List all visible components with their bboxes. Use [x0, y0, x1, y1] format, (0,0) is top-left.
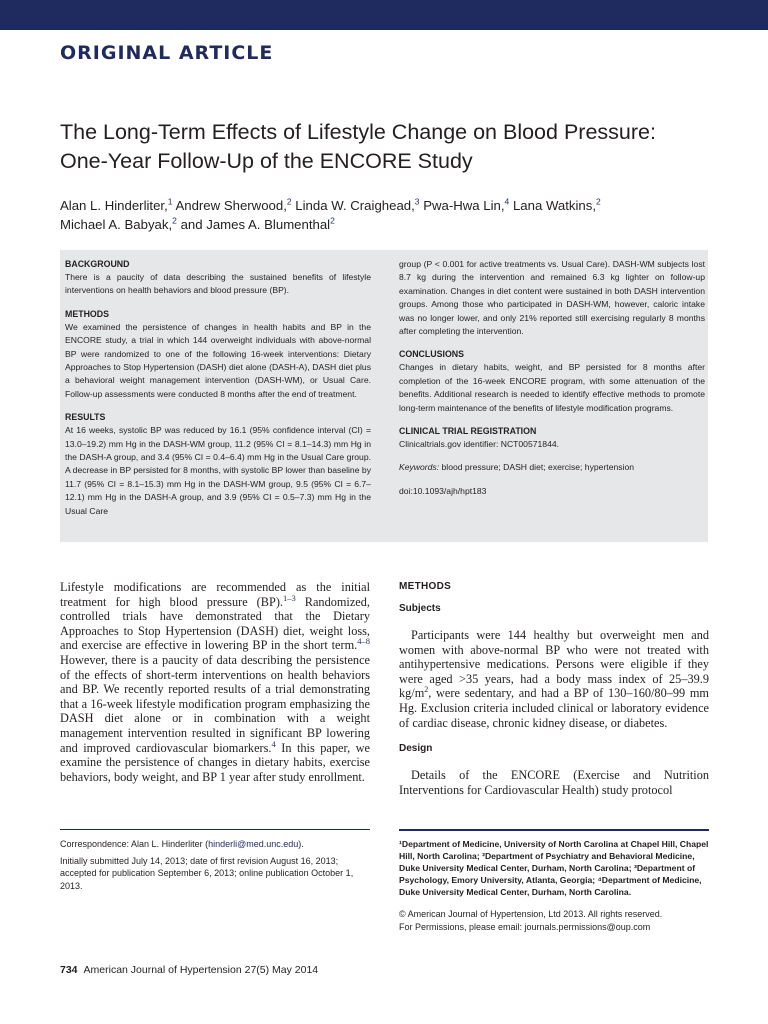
- correspondence: Correspondence: Alan L. Hinderliter (hinderli@med.unc.edu).: [60, 839, 304, 849]
- abstract-background-heading: BACKGROUND: [65, 259, 130, 269]
- footnote-divider-right: [399, 829, 709, 831]
- abstract-box: [60, 250, 708, 542]
- intro-paragraph: Lifestyle modifications are recommended as the initial treatment for high blood pressure (BP).$^{1-3}$ Randomized, controlled trials have demonstrated that the Dietary Approaches to Stop Hypertension (DASH) diet, weight loss, and exercise are effective in lowering BP in the short term.$^{4-8}$ However, there is a paucity of data describing the persistence of the effects of short-term interventions on health behaviors and BP. We recently reported results of a trial demonstrating that a 16-week lifestyle modification program emphasizing the DASH diet alone or in combination with a weight management intervention resulted in significant BP lowering and improved cardiovascular biomarkers.$^4$ In this paper, we examine the persistence of changes in dietary habits, exercise behaviors, body weight, and BP 1 year after study enrollment.: [60, 580, 370, 784]
- abstract-background-text: There is a paucity of data describing the sustained benefits of lifestyle interventions on health behaviors and blood pressure (BP).: [65, 272, 371, 296]
- body-right-column: [399, 580, 709, 797]
- abstract-keywords: [399, 461, 705, 474]
- abstract-results-heading: RESULTS: [65, 412, 106, 423]
- body-left-column: [60, 580, 370, 784]
- abstract-methods-text: We examined the persistence of changes in health habits and BP in the ENCORE study, a trial in which 144 overweight individuals with above-normal BP were randomized to one of the following 16-week interventions: Dietary Approaches to Stop Hypertension (DASH) diet alone (DASH-A), DASH diet plus a behavioral weight management intervention (DASH-WM), or Usual Care. Follow-up assessments were conducted 8 months after the end of treatment.: [65, 321, 371, 399]
- abstract-registration-heading: CLINICAL TRIAL REGISTRATION: [399, 426, 537, 437]
- author[interactable]: Pwa-Hwa Lin,$^4$: [423, 196, 510, 213]
- citation-ref[interactable]: 4: [271, 738, 276, 749]
- article-title: The Long-Term Effects of Lifestyle Change on Blood Pressure: One-Year Follow-Up of the ENCORE Study: [60, 120, 656, 173]
- abstract-right-column: [399, 258, 705, 498]
- abstract-methods-heading: METHODS: [65, 308, 109, 319]
- correspondence-email-link[interactable]: hinderli@med.unc.edu: [208, 839, 299, 849]
- doi[interactable]: doi:10.1093/ajh/hpt183: [399, 485, 487, 496]
- author-list: [60, 196, 720, 234]
- page-number: 734: [60, 964, 78, 976]
- affiliations: ¹Department of Medicine, University of North Carolina at Chapel Hill, Chapel Hill, North Carolina; ²Department of Psychiatry and Behavioral Medicine, Duke University Medical Center, Durham, North Carolina; ³Department of Psychology, Emory University, Atlanta, Georgia; ⁴Department of Medicine, Duke University Medical Center, Durham, North Carolina.: [399, 839, 709, 897]
- author[interactable]: Alan L. Hinderliter,$^1$: [60, 196, 173, 213]
- design-heading: Design: [399, 743, 433, 755]
- keywords-text: blood pressure; DASH diet; exercise; hypertension: [441, 462, 635, 473]
- subjects-paragraph: Participants were 144 healthy but overweight men and women with above-normal BP who were not treated with antihypertensive medications. Persons were eligible if they were aged >35 years, had a body mass index of 25–39.9 $kg/m^2$, were sedentary, and had a BP of 130–160/80–99 mm Hg. Exclusion criteria included clinical or laboratory evidence of cardiac disease, chronic kidney disease, or diabetes.: [399, 628, 709, 730]
- author[interactable]: Linda W. Craighead,$^3$: [295, 196, 420, 213]
- abstract-registration-text: Clinicaltrials.gov identifier: NCT00571844.: [399, 439, 560, 450]
- citation-ref[interactable]: 1–3: [283, 592, 296, 603]
- abstract-left-column: [65, 258, 371, 518]
- submission-dates: Initially submitted July 14, 2013; date of first revision August 16, 2013; accepted for publication September 6, 2013; online publication October 1, 2013.: [60, 855, 354, 891]
- abstract-conclusions-heading: CONCLUSIONS: [399, 349, 465, 360]
- author[interactable]: Andrew Sherwood,$^2$: [175, 196, 292, 213]
- keywords-label: Keywords:: [399, 462, 440, 473]
- author[interactable]: Lana Watkins,$^2$: [512, 196, 601, 213]
- abstract-results-text: At 16 weeks, systolic BP was reduced by 16.1 (95% confidence interval (CI) = 13.0–19.2) mm Hg in the DASH-WM group, 11.2 (95% CI = 8.1–14.3) mm Hg in the DASH-A group, and 3.4 (95% CI = 0.4–6.4) mm Hg in the Usual Care group. A decrease in BP persisted for 8 months, with systolic BP lower than baseline by 11.7 (95% CI = 8.1–15.3) mm Hg in the DASH-WM group, 9.5 (95% CI = 6.7–12.1) mm Hg in the DASH-A group, and 3.9 (95% CI = 0.5–7.3) mm Hg in the Usual Care: [65, 425, 371, 516]
- section-label: ORIGINAL ARTICLE: [60, 42, 274, 64]
- journal-citation: American Journal of Hypertension 27(5) May 2014: [83, 964, 319, 976]
- copyright: © American Journal of Hypertension, Ltd 2013. All rights reserved.: [399, 909, 663, 919]
- abstract-results-continued: group (P < 0.001 for active treatments vs. Usual Care). DASH-WM subjects lost 8.7 kg during the intervention and remained 6.3 kg lighter on follow-up examination. Changes in diet content were sustained in both DASH intervention groups. Among those who participated in DASH-WM, however, caloric intake was no longer lower, and only 21% reported still exercising regularly 8 months after completing the intervention.: [399, 259, 705, 337]
- page-footer: [60, 964, 318, 976]
- methods-heading: METHODS: [399, 581, 452, 592]
- abstract-conclusions-text: Changes in dietary habits, weight, and BP persisted for 8 months after completion of the 16-week ENCORE program, with some attenuation of the benefits. Additional research is needed to identify effective methods to promote long-term maintenance of the benefits of lifestyle modification programs.: [399, 362, 705, 413]
- journal-header-bar: [0, 0, 768, 30]
- design-paragraph: Details of the ENCORE (Exercise and Nutrition Interventions for Cardiovascular Health) study protocol: [399, 768, 709, 797]
- author[interactable]: and James A. Blumenthal$^2$: [180, 215, 335, 232]
- correspondence-footnote: [60, 838, 370, 892]
- subjects-heading: Subjects: [399, 603, 441, 614]
- affiliations-footnote: [399, 838, 709, 933]
- citation-ref[interactable]: 4–8: [357, 636, 370, 647]
- permissions: For Permissions, please email: journals.permissions@oup.com: [399, 921, 651, 932]
- author[interactable]: Michael A. Babyak,$^2$: [60, 215, 177, 232]
- footnote-divider-left: [60, 829, 370, 830]
